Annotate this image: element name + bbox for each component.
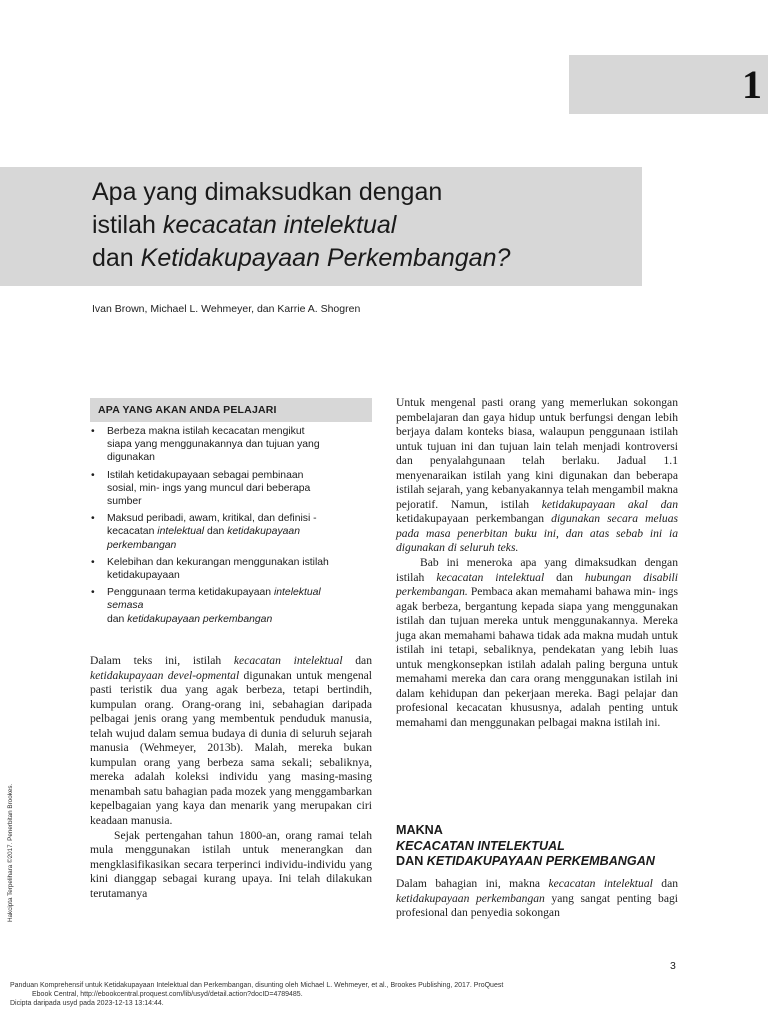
list-item-text: dan <box>107 613 128 625</box>
section-heading-line: MAKNA <box>396 823 443 837</box>
footer-citation <box>10 981 750 1009</box>
body-paragraph <box>90 654 372 829</box>
learn-box-heading-text: APA YANG AKAN ANDA PELAJARI <box>98 404 277 416</box>
body-italic: ketidakupayaan akal dan <box>541 497 678 511</box>
list-item <box>90 469 372 509</box>
learn-list <box>90 425 372 630</box>
body-italic: hubungan disabili perkembangan. <box>396 570 678 599</box>
list-item-italic: ketidakupayaan perkembangan <box>127 613 273 625</box>
body-text: digunakan untuk mengenal pasti teristik dua yang agak berbeza, tetapi bertindih, kumpulan orang. Orang-orang ini, sebahagian daripada pelbagai jenis orang yang membentuk penduduk manusia, telah wujud dalam semua budaya di dunia di seluruh sejarah manusia (Wehmeyer, 2013b). Malah, mereka bukan kumpulan orang yang berbeza sama sekali; sebaliknya, mereka adalah koleksi individu yang masing-masing menambah satu bahagian pada mozek yang menggambarkan kepelbagaian yang kaya dan menarik yang merupakan ciri keadaan manusia. <box>90 668 373 828</box>
section-heading-line: KECACATAN INTELEKTUAL <box>396 838 565 853</box>
chapter-number-box <box>569 55 768 114</box>
title-line-3-text: dan <box>92 244 141 272</box>
body-text: yang sangat penting bagi profesional dan penyedia sokongan <box>396 891 678 920</box>
list-item-text: kecacatan <box>107 526 158 538</box>
body-italic: digunakan secara meluas pada masa penerbitan buku ini, dan atas sebab ini ia digunakan di seluruh teks. <box>396 512 679 555</box>
list-item-italic: ketidakupayaan <box>227 526 300 538</box>
list-item-line <box>107 525 372 538</box>
list-item-line: sumber <box>107 496 142 508</box>
title-line-2-italic: kecacatan intelektual <box>162 211 397 239</box>
body-text: dan <box>342 654 372 667</box>
list-item <box>90 586 372 626</box>
list-item-line: siapa yang menggunakannya dan tujuan yang <box>107 439 320 451</box>
list-item <box>90 512 372 552</box>
body-italic: kecacatan intelektual <box>548 877 653 890</box>
title-line-3-italic: Ketidakupayaan Perkembangan? <box>140 244 511 272</box>
authors: Ivan Brown, Michael L. Wehmeyer, dan Karrie A. Shogren <box>92 303 361 315</box>
list-item-line: • Istilah ketidakupayaan sebagai pembinaan <box>107 469 304 481</box>
body-italic: ketidakupayaan perkembangan <box>396 891 545 905</box>
body-paragraph <box>396 556 678 731</box>
body-text: Pembaca akan memahami bahawa min- ings agak berbeza, bergantung kepada siapa yang menggunakan istilah dan tujuan mereka untuk menggunakannya. Mereka juga akan memahami bahawa tidak ada makna mudah untuk istilah ini tetapi, sebaliknya, pendekatan yang lebih luas untuk mengkonsepkan istilah adalah paling berguna untuk memahami mereka dan cara orang menggunakan istilah ini dalam kehidupan dan pekerjaan mereka. Bagi pelajar dan profesional kecacatan khususnya, adalah penting untuk memahami dan menggunakan pelbagai makna istilah ini. <box>396 585 678 730</box>
body-text: Untuk mengenal pasti orang yang memerlukan sokongan pembelajaran dan gaya hidup untuk berfungsi dengan lebih berjaya dalam konteks biasa, walaupun penggunaan istilah untuk tujuan ini dan tujuan lain telah menjadi kontroversi dan penyalahgunaan telah berlaku. Jadual 1.1 menyenaraikan istilah yang kini digunakan dan beberapa istilah sejarah, yang kebanyakannya telah mengambil makna pejoratif. Namun, istilah <box>396 396 678 511</box>
list-item-line <box>107 613 372 626</box>
section-heading-italic: KETIDAKUPAYAAN PERKEMBANGAN <box>426 854 655 868</box>
section-heading <box>396 823 686 870</box>
list-item-line: sosial, min- ings yang muncul dari beberapa <box>107 482 311 494</box>
list-item-line: perkembangan <box>107 539 177 551</box>
list-item-line: digunakan <box>107 452 155 464</box>
learn-box-heading <box>90 398 372 422</box>
section-body <box>396 877 678 921</box>
list-item <box>90 556 372 582</box>
body-text: Dalam teks ini, istilah <box>90 654 234 667</box>
list-item-line <box>107 586 372 599</box>
chapter-number: 1 <box>742 62 762 107</box>
list-item-line: semasa <box>107 600 144 612</box>
body-text: ketidakupayaan perkembangan <box>396 512 552 526</box>
body-paragraph: Sejak pertengahan tahun 1800-an, orang ramai telah mula menggunakan istilah untuk menerangkan dan mengklasifikasikan secara terperinci individu-individu yang kini dianggap sebagai kurang upaya. Ini telah dilakukan terutamanya <box>90 828 372 900</box>
list-item <box>90 425 372 465</box>
list-item-line: • Maksud peribadi, awam, kritikal, dan definisi - <box>107 513 317 525</box>
body-text: dan <box>544 570 585 584</box>
body-paragraph <box>396 877 678 921</box>
title-line-3 <box>92 242 637 275</box>
body-italic: ketidakupayaan devel-opmental <box>90 668 240 682</box>
copyright-side-note: Hakcipta Terpelihara ©2017. Penerbitan Brookes. <box>7 783 14 922</box>
footer-line: Panduan Komprehensif untuk Ketidakupayaan Intelektual dan Perkembangan, disunting oleh Michael L. Wehmeyer, et al., Brookes Publishing, 2017. ProQuest <box>10 982 504 989</box>
left-column-body <box>90 654 372 901</box>
title-line-2-text: istilah <box>92 211 163 239</box>
list-item-line: • Berbeza makna istilah kecacatan mengikut <box>107 426 305 437</box>
section-heading-line <box>396 854 686 870</box>
body-text: Bab ini meneroka apa yang dimaksudkan dengan istilah <box>396 556 678 584</box>
list-item-line: ketidakupayaan <box>107 570 180 582</box>
list-item-text: Penggunaan terma ketidakupayaan <box>107 587 274 599</box>
chapter-title <box>92 176 637 275</box>
title-line-1: Apa yang dimaksudkan dengan <box>92 178 443 206</box>
body-paragraph <box>396 396 678 556</box>
title-line-2 <box>92 209 637 242</box>
list-item-italic: intelektual <box>273 587 321 599</box>
section-heading-text: DAN <box>396 854 427 868</box>
list-item-line: • Kelebihan dan kekurangan menggunakan istilah <box>107 556 329 568</box>
footer-line: Ebook Central, http://ebookcentral.proquest.com/lib/usyd/detail.action?docID=4789485. <box>32 991 303 999</box>
body-text: Dalam bahagian ini, makna <box>396 877 549 890</box>
right-column-body <box>396 396 678 731</box>
list-item-italic: intelektual <box>157 526 205 538</box>
body-italic: kecacatan intelektual <box>233 654 343 667</box>
footer-line: Dicipta daripada usyd pada 2023-12-13 13:14:44. <box>10 1000 164 1008</box>
page-number: 3 <box>670 960 676 972</box>
body-italic: kecacatan intelektual <box>436 570 545 584</box>
list-item-text: dan <box>204 526 228 538</box>
body-text: dan <box>652 877 679 890</box>
